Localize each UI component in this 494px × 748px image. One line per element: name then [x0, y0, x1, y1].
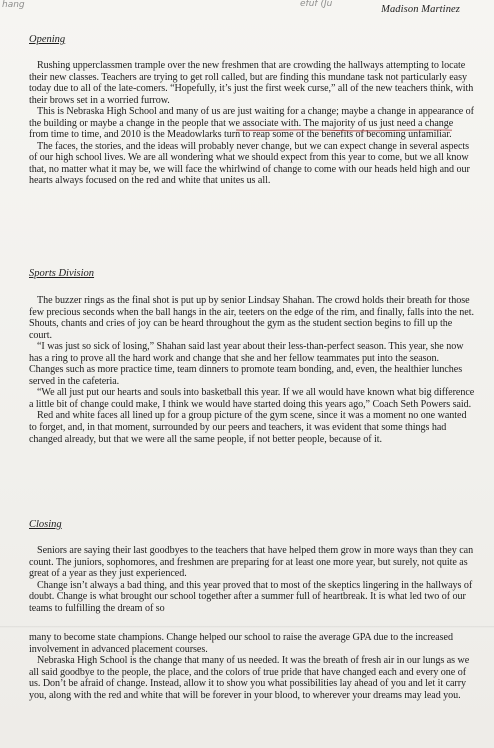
closing-paragraph-2b: many to become state champions. Change helped our school to raise the average GPA due to the increased involvement in advanced placement courses. — [29, 632, 453, 655]
closing-paragraph-2a: Change isn’t always a bad thing, and this year proved that to most of the skeptics lingering in the hallways of doubt. Change is what brought our school together after a summer full of heartbreak. It is what led two of our teams to fulfilling the dream of so — [29, 579, 473, 614]
sports-paragraph-3: “We all just put our hearts and souls into basketball this year. If we all would have known what big difference a little bit of change could make, I think we would have started doing this years ago,” Coach Seth Powers said. — [29, 387, 475, 410]
closing-body-lower — [29, 632, 475, 701]
heading-closing: Closing — [29, 519, 62, 530]
section-closing — [29, 518, 475, 532]
page-fold — [0, 626, 494, 628]
closing-paragraph-1: Seniors are saying their last goodbyes to the teachers that have helped them grow in more ways than they can count. The juniors, sophomores, and freshmen are preparing for at least one more year, but surely, not quite as great of a year as they just experienced. — [29, 545, 474, 580]
opening-paragraph-1: Rushing upperclassmen trample over the new freshmen that are crowding the hallways attempting to locate their new classes. Teachers are trying to get roll called, but are finding this mundane task not particularly easy today due to all of the late-comers. “Hopefully, it’s just the first week curse,” all of the new teachers think, with their brows set in a worried furrow. — [29, 60, 474, 106]
sports-body — [29, 295, 475, 445]
opening-paragraph-2: This is Nebraska High School and many of us are just waiting for a change; maybe a change in appearance of the building or maybe a change in the people that we associate with. The majority of us just need a change from time to time, and 2010 is the Meadowlarks turn to reap some of the benefits of becoming unfamiliar. — [29, 106, 474, 141]
section-sports — [29, 267, 475, 281]
sports-paragraph-2: “I was just so sick of losing,” Shahan said last year about their less-than-perfect season. This year, she now has a ring to prove all the hard work and change that she and her fellow teammates put into the season. Changes such as more practice time, team dinners to promote team bonding, and, even, the healthier lunches served in the cafeteria. — [29, 341, 464, 387]
opening-body — [29, 60, 475, 187]
heading-opening: Opening — [29, 34, 66, 45]
opening-paragraph-3: The faces, the stories, and the ideas will probably never change, but we can expect change in several aspects of our high school lives. We are all wondering what we should expect from this year to come, but we all know that, no matter what it may be, we will face the whirlwind of change to come with our heads held high and our hearts always focused on the red and white that unites us all. — [29, 140, 470, 187]
handwritten-note-left: hang — [2, 0, 25, 10]
closing-paragraph-3: Nebraska High School is the change that many of us needed. It was the breath of fresh air in our lungs as we all said goodbye to the people, the place, and the colors of true pride that have changed each and every one of us. Don’t be afraid of change. Instead, allow it to show you what possibilities lay ahead of you and let it carry you, along with the red and white that will be forever in your blood, to wherever your dreams may lead you. — [29, 655, 470, 701]
section-opening — [29, 33, 475, 47]
sports-paragraph-4: Red and white faces all lined up for a group picture of the gym scene, since it was a moment no one wanted to forget, and, in that moment, surrounded by our peers and teachers, it was evident that some things had changed already, but that we were all the same people, if not better people, because of it. — [29, 410, 467, 445]
heading-sports: Sports Division — [29, 268, 95, 279]
handwritten-note-top: efuf (Ju — [300, 0, 333, 9]
red-underline-mark — [236, 128, 452, 132]
author-name: Madison Martinez — [381, 4, 460, 15]
sports-paragraph-1: The buzzer rings as the final shot is put up by senior Lindsay Shahan. The crowd holds their breath for those few precious seconds when the ball hangs in the air, teeters on the edge of the rim, and finally, falls into the net. Shouts, chants and cries of joy can be heard throughout the gym as the student section begins to fill up the court. — [29, 295, 474, 341]
closing-body-upper — [29, 545, 475, 614]
